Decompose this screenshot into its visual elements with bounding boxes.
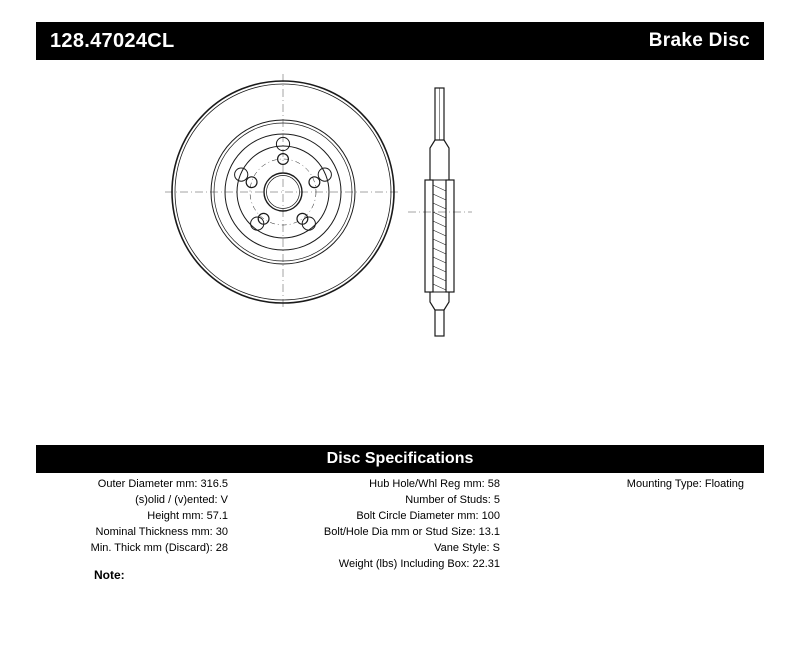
spec-item: Weight (lbs) Including Box: 22.31	[338, 558, 500, 570]
note-label: Note:	[94, 568, 125, 582]
spec-item: Number of Studs: 5	[405, 494, 500, 506]
spec-item: Bolt Circle Diameter mm: 100	[356, 510, 500, 522]
spec-item: Bolt/Hole Dia mm or Stud Size: 13.1	[323, 526, 500, 538]
spec-section-title: Disc Specifications	[326, 450, 474, 467]
spec-column-middle	[236, 476, 508, 572]
brake-rotor-edge-view	[408, 88, 472, 336]
spec-item: Hub Hole/Whl Reg mm: 58	[369, 478, 500, 490]
spec-item: Outer Diameter mm: 316.5	[97, 478, 228, 490]
spec-item: Mounting Type: Floating	[626, 478, 744, 490]
spec-section-header	[36, 445, 764, 473]
spec-column-left	[36, 476, 236, 556]
brake-rotor-face-view	[165, 74, 401, 310]
part-number: 128.47024CL	[50, 29, 175, 52]
product-type-label: Brake Disc	[648, 30, 750, 51]
spec-table	[36, 476, 764, 572]
product-drawing	[36, 70, 764, 430]
spec-item: Height mm: 57.1	[147, 510, 228, 522]
note-row	[36, 568, 764, 582]
spec-item: Vane Style: S	[434, 542, 500, 554]
spec-item: Min. Thick mm (Discard): 28	[90, 542, 228, 554]
spec-item: Nominal Thickness mm: 30	[95, 526, 228, 538]
spec-item: (s)olid / (v)ented: V	[135, 494, 228, 506]
spec-column-right	[508, 476, 764, 492]
header-bar	[36, 22, 764, 60]
